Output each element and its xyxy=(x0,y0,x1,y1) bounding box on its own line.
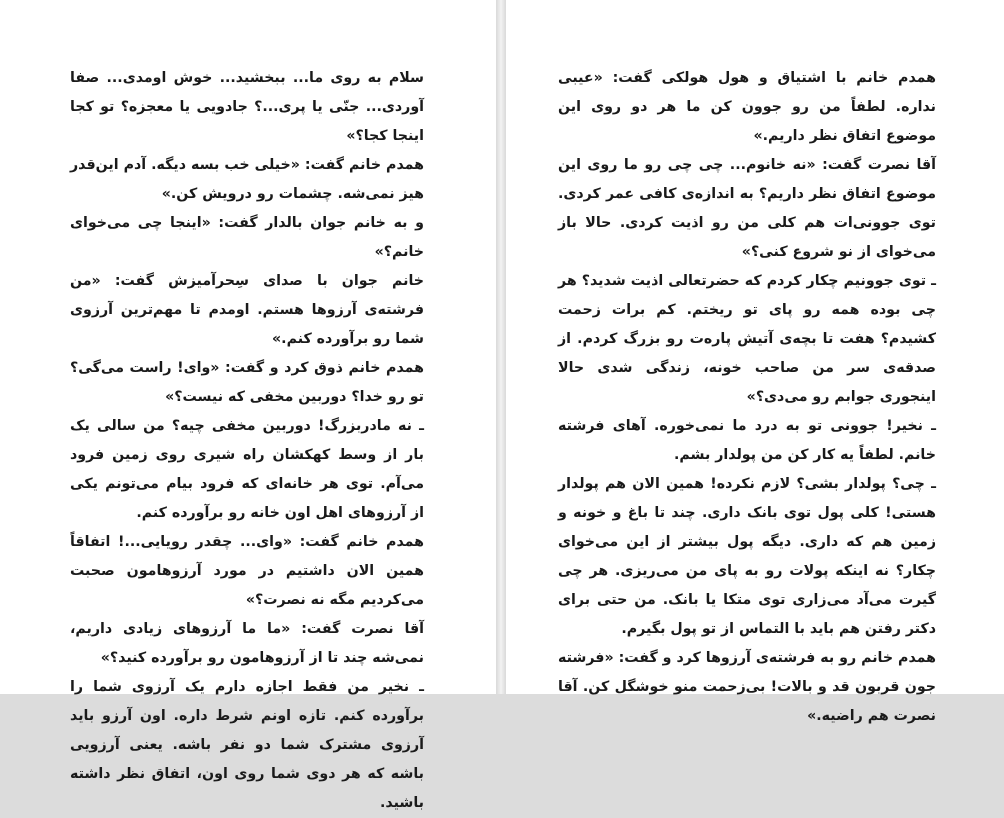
paragraph: ـ توی جوونیم چکار کردم که حضرتعالی اذیت شدید؟ هر چی بوده همه رو پای تو ریختم. کم برات زحمت کشیدم؟ هفت تا بچه‌ی آتیش پارەت رو بزرگ کردم. از صدقه‌ی سر من صاحب خونه، زندگی شدی حالا اینجوری جوابم رو می‌دی؟» xyxy=(558,273,936,405)
paragraph: و به خانم جوان بالدار گفت: «اینجا چی می‌خوای خانم؟» xyxy=(70,215,424,260)
paragraph: سلام به روی ما... ببخشید... خوش اومدی... صفا آوردی... جنّی یا پری...؟ جادویی یا معجزه؟ تو کجا اینجا کجا؟» xyxy=(70,70,424,144)
paragraph: ـ نخیر! جوونی تو به درد ما نمی‌خوره. آهای فرشته خانم. لطفاً یه کار کن من پولدار بشم. xyxy=(558,418,936,463)
paragraph: همدم خانم گفت: «خیلی خب بسه دیگه. آدم این‌قدر هیز نمی‌شه. چشمات رو درویش کن.» xyxy=(70,157,424,202)
paragraph: همدم خانم ذوق کرد و گفت: «وای! راست می‌گی؟ تو رو خدا؟ دوربین مخفی که نیست؟» xyxy=(70,360,424,405)
book-gutter xyxy=(496,0,506,694)
paragraph: آقا نصرت گفت: «ما ما آرزوهای زیادی داریم، نمی‌شه چند تا از آرزوهامون رو برآورده کنید؟» xyxy=(70,621,424,666)
paragraph: خانم جوان با صدای سِحرآمیزش گفت: «من فرشته‌ی آرزوها هستم. اومدم تا مهم‌ترین آرزوی شما رو برآورده کنم.» xyxy=(70,273,424,347)
left-page-text xyxy=(70,64,424,818)
paragraph: ـ نخیر من فقط اجازه دارم یک آرزوی شما را برآورده کنم. تازه اونم شرط داره. اون آرزو باید آرزوی مشترک شما دو نفر باشه. یعنی آرزویی باشه که هر دوی شما روی اون، اتفاق نظر داشته باشید. xyxy=(70,679,424,811)
paragraph: همدم خانم رو به فرشته‌ی آرزوها کرد و گفت: «فرشته جون قربون قد و بالات! بی‌زحمت منو خوشگل کن. آقا نصرت هم راضیه.» xyxy=(558,650,936,724)
paragraph: ـ نه مادربزرگ! دوربین مخفی چیه؟ من سالی یک بار از وسط کهکشان راه شیری روی زمین فرود می‌آم. توی هر خانه‌ای که فرود بیام می‌تونم یکی از آرزوهای اهل اون خانه رو برآورده کنم. xyxy=(70,418,424,521)
left-page xyxy=(0,0,496,811)
paragraph: همدم خانم با اشتیاق و هول هولکی گفت: «عیبی نداره. لطفاً من رو جوون کن ما هر دو روی این موضوع اتفاق نظر داریم.» xyxy=(558,70,936,144)
paragraph: آقا نصرت گفت: «نه خانوم... چی چی رو ما روی این موضوع اتفاق نظر داریم؟ به اندازه‌ی کافی عمر کردی. توی جوونی‌ات هم کلی من رو اذیت کردی. حالا باز می‌خوای از نو شروع کنی؟» xyxy=(558,157,936,260)
paragraph: همدم خانم گفت: «وای... چقدر رویایی...! اتفاقاً همین الان داشتیم در مورد آرزوهامون صحبت می‌کردیم مگه نه نصرت؟» xyxy=(70,534,424,608)
right-page xyxy=(506,0,1004,724)
paragraph: ـ چی؟ پولدار بشی؟ لازم نکرده! همین الان هم پولدار هستی! کلی پول توی بانک داری. چند تا باغ و خونه و زمین هم که داری. دیگه پول بیشتر از این می‌خوای چکار؟ نه اینکه پولات رو به پای من می‌ریزی. هر چی گیرت می‌آد می‌زاری توی متکا یا بانک. من حتی برای دکتر رفتن هم باید با التماس از تو پول بگیرم. xyxy=(558,476,936,637)
right-page-text xyxy=(558,64,936,731)
